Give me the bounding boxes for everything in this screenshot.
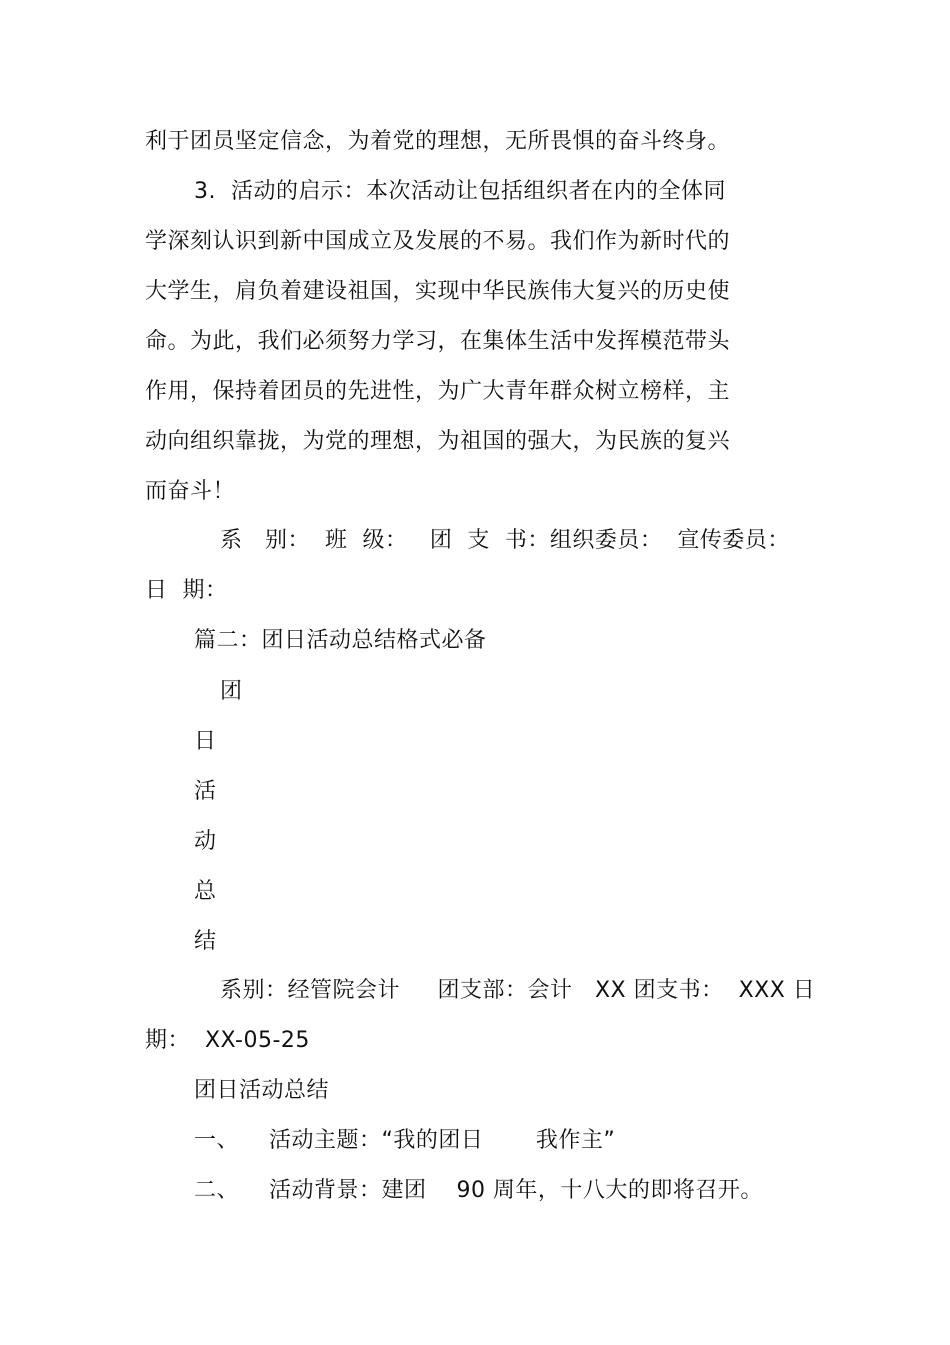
- paragraph-line-6: 作用，保持着团员的先进性，为广大青年群众树立榜样，主: [145, 379, 731, 404]
- paragraph-line-2: 3. 活动的启示：本次活动让包括组织者在内的全体同: [194, 179, 726, 204]
- paragraph-line-8: 而奋斗！: [145, 479, 236, 504]
- vertical-title-char-6: 结: [194, 929, 217, 954]
- date-field-line: 日 期：: [145, 578, 228, 603]
- paragraph-line-3: 学深刻认识到新中国成立及发展的不易。我们作为新时代的: [145, 229, 731, 254]
- activity-background-line: 二、 活动背景：建团 90 周年，十八大的即将召开。: [194, 1178, 763, 1203]
- vertical-title-char-2: 日: [194, 729, 217, 754]
- info-line: 系别：经管院会计 团支部：会计 XX 团支书： XXX 日: [220, 978, 816, 1003]
- vertical-title-char-5: 总: [194, 879, 217, 904]
- section-heading: 篇二：团日活动总结格式必备: [194, 628, 487, 653]
- vertical-title-char-4: 动: [194, 829, 217, 854]
- summary-heading: 团日活动总结: [194, 1078, 330, 1103]
- paragraph-line-7: 动向组织靠拢，为党的理想，为祖国的强大，为民族的复兴: [145, 429, 731, 454]
- signature-fields-line: 系 别： 班 级： 团 支 书：组织委员： 宣传委员：: [220, 528, 790, 553]
- vertical-title-char-1: 团: [220, 679, 243, 704]
- paragraph-line-5: 命。为此，我们必须努力学习，在集体生活中发挥模范带头: [145, 329, 731, 354]
- paragraph-line-1: 利于团员坚定信念，为着党的理想，无所畏惧的奋斗终身。: [145, 129, 731, 154]
- paragraph-line-4: 大学生，肩负着建设祖国，实现中华民族伟大复兴的历史使: [145, 279, 731, 304]
- vertical-title-char-3: 活: [194, 779, 217, 804]
- activity-theme-line: 一、 活动主题：“我的团日 我作主”: [194, 1128, 616, 1153]
- info-date-line: 期： XX-05-25: [145, 1028, 310, 1053]
